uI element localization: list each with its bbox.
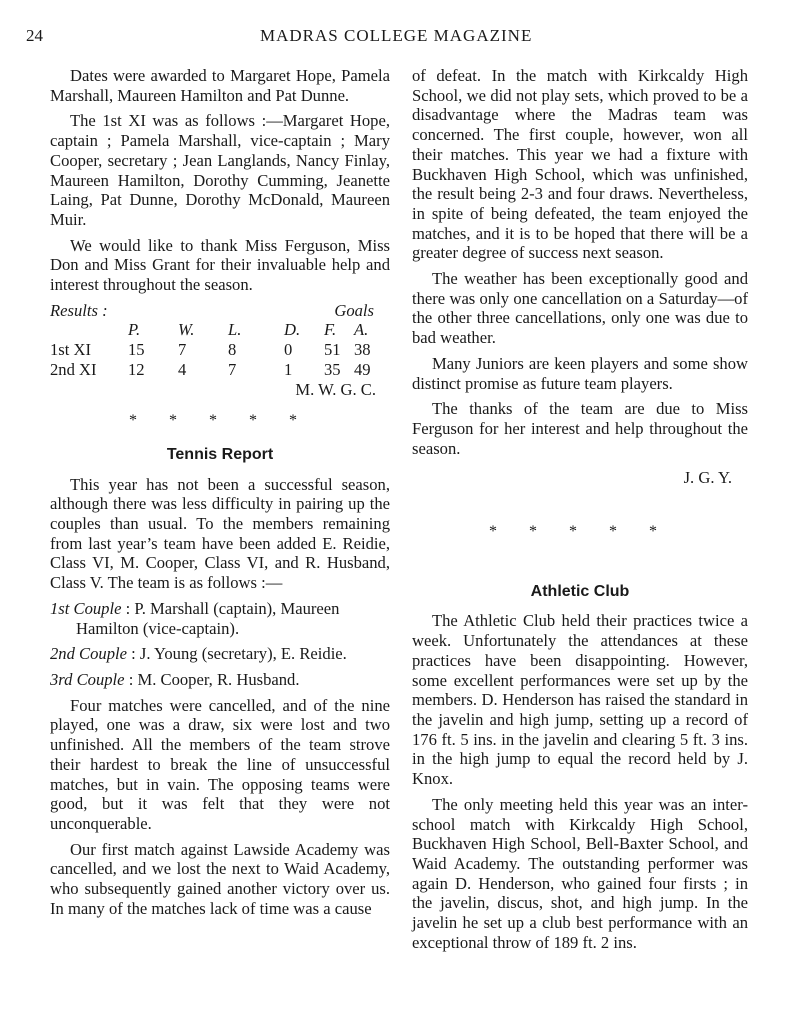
table-cell: 12 (128, 359, 145, 379)
table-cell: 8 (228, 340, 237, 360)
paragraph: Our first match against Lawside Academy was cancelled, and we lost the next to Waid Academy, who subsequently gained another victory over us. In many of the matches lack of time was a cause (50, 839, 390, 918)
paragraph: The thanks of the team are due to Miss Ferguson for her interest and help throughout the season. (412, 399, 748, 458)
paragraph: Dates were awarded to Margaret Hope, Pamela Marshall, Maureen Hamilton and Pat Dunne. (50, 66, 390, 105)
section-divider-stars: * * * * * (489, 523, 671, 541)
table-row (50, 340, 384, 360)
list-item (50, 599, 390, 638)
section-divider-stars: * * * * * (129, 412, 311, 430)
table-cell: 35 (324, 359, 341, 379)
table-cell: 51 (324, 340, 341, 360)
column-header: F. (324, 320, 337, 340)
column-header: A. (354, 320, 369, 340)
goals-label: Goals (334, 300, 374, 320)
table-cell: 7 (228, 359, 237, 379)
results-label: Results : (50, 300, 108, 320)
paragraph: This year has not been a successful season, although there was less difficulty in pairing up the couples than usual. To the members remaining from last year’s team have been added E. Reidie, Class VI, M. Cooper, Class VI, and R. Husband, Class V. The team is as follows :— (50, 474, 390, 593)
couple-text: : M. Cooper, R. Husband. (128, 669, 300, 689)
paragraph: of defeat. In the match with Kirkcaldy High School, we did not play sets, which proved to be a disadvantage where the Madras team was concerned. The first couple, however, won all their matches. This year we had a fixture with Buckhaven High School, which was unfinished, the result being 2-3 and four draws. Nevertheless, in spite of being defeated, the team enjoyed the matches, and it is to be hoped that there will be a greater degree of success next season. (412, 66, 748, 263)
list-item (50, 670, 390, 690)
column-header: P. (128, 320, 141, 340)
couple-text: : P. Marshall (captain), Maureen Hamilton (vice-captain). (76, 598, 340, 638)
results-table-block (50, 301, 390, 400)
team-name: 1st XI (50, 340, 92, 360)
table-cell: 38 (354, 340, 371, 360)
table-row (50, 360, 384, 380)
paragraph: Four matches were cancelled, and of the nine played, one was a draw, six were lost and two unfinished. All the members of the team strove their hardest to break the line of unsuccessful matches, but in vain. The opposing teams were good, but it was felt that they were not unconquerable. (50, 695, 390, 833)
couple-text: : J. Young (secretary), E. Reidie. (131, 644, 347, 664)
column-header: D. (284, 320, 301, 340)
results-table (50, 320, 384, 379)
column-header: L. (228, 320, 242, 340)
results-header-line (50, 301, 390, 321)
right-column (412, 66, 748, 958)
table-cell: 4 (178, 359, 187, 379)
paragraph: The Athletic Club held their practices twice a week. Unfortunately the attendances at these practices have been disappointing. However, some excellent performances were set up by the members. D. Henderson has raised the standard in the javelin and high jump, setting up a record of 176 ft. 5 ins. in the javelin and clearing 5 ft. 3 ins. in the high jump to equal the record held by J. Knox. (412, 611, 748, 789)
results-signature: M. W. G. C. (295, 379, 376, 399)
table-cell: 1 (284, 359, 293, 379)
table-cell: 7 (178, 340, 187, 360)
couple-label: 3rd Couple (50, 669, 125, 689)
tennis-signature: J. G. Y. (683, 468, 732, 488)
paragraph: Many Juniors are keen players and some show distinct promise as future team players. (412, 353, 748, 393)
column-header: W. (178, 320, 195, 340)
couple-label: 2nd Couple (50, 644, 127, 664)
team-name: 2nd XI (50, 359, 97, 379)
paragraph: The only meeting held this year was an inter-school match with Kirkcaldy High School, Buckhaven High School, Bell-Baxter School, and Waid Academy. The outstanding performer was again D. Henderson, who gained four firsts ; in the javelin, discus, shot, and high jump. In the javelin he set up a club best performance with an exceptional throw of 189 ft. 2 ins. (412, 794, 748, 952)
table-cell: 49 (354, 359, 371, 379)
left-column (50, 66, 390, 924)
page-number: 24 (26, 26, 43, 45)
section-heading-athletic: Athletic Club (530, 582, 630, 600)
couple-label: 1st Couple (50, 598, 122, 618)
paragraph: The 1st XI was as follows :—Margaret Hope, captain ; Pamela Marshall, vice-captain ; Mary Cooper, secretary ; Jean Langlands, Nancy Finlay, Maureen Hamilton, Dorothy Cumming, Jeanette Laing, Pat Dunne, Dorothy McDonald, Maureen Muir. (50, 111, 390, 229)
section-heading-tennis: Tennis Report (166, 445, 274, 463)
table-cell: 0 (284, 340, 293, 360)
paragraph: The weather has been exceptionally good and there was only one cancellation on a Saturday—of the other three cancellations, only one was due to bad weather. (412, 269, 748, 348)
results-column-headers (50, 320, 384, 340)
list-item (50, 644, 390, 664)
running-head: MADRAS COLLEGE MAGAZINE (260, 26, 533, 45)
table-cell: 15 (128, 340, 145, 360)
paragraph: We would like to thank Miss Ferguson, Miss Don and Miss Grant for their invaluable help and interest throughout the season. (50, 235, 390, 295)
